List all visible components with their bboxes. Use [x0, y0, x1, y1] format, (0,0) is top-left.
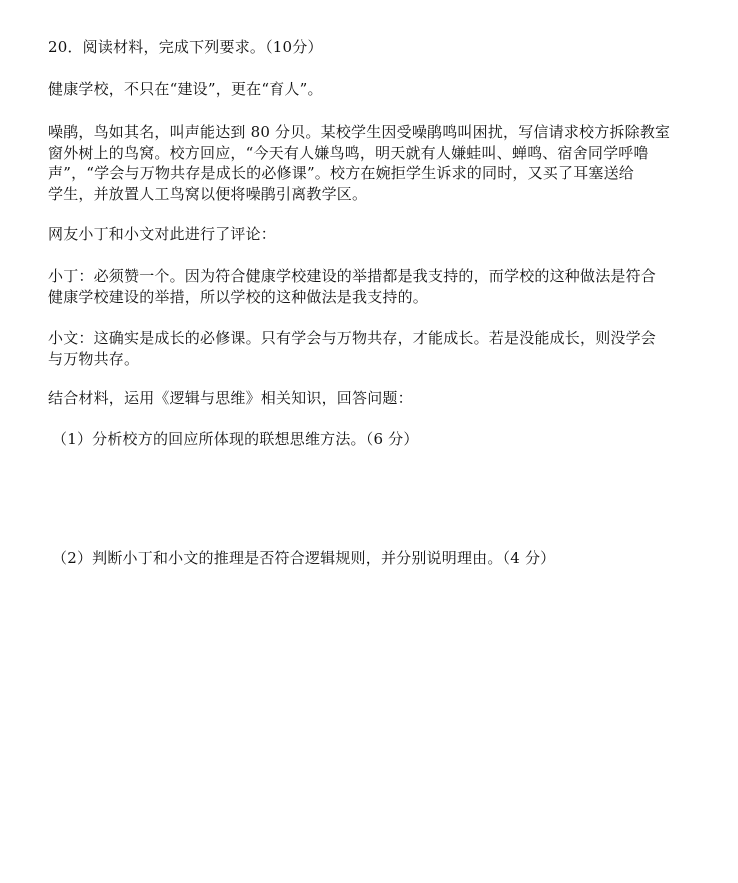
material-line-3: 声”，“学会与万物共存是成长的必修课”。校方在婉拒学生诉求的同时，又买了耳塞送给: [48, 164, 635, 182]
material-line-2: 窗外树上的鸟窝。校方回应，“今天有人嫌鸟鸣，明天就有人嫌蛙叫、蝉鸣、宿舍同学呼噜: [48, 144, 649, 162]
instruction-line: 结合材料，运用《逻辑与思维》相关知识，回答问题：: [48, 389, 413, 407]
sub-question-1: （1）分析校方的回应所体现的联想思维方法。（6 分）: [52, 430, 419, 448]
comment-intro: 网友小丁和小文对此进行了评论：: [48, 225, 277, 243]
material-line-4: 学生，并放置人工鸟窝以便将噪鹃引离教学区。: [48, 185, 368, 203]
material-line-1: 噪鹃，鸟如其名，叫声能达到 80 分贝。某校学生因受噪鹃鸣叫困扰，写信请求校方拆除教室: [48, 123, 671, 141]
intro-line: 健康学校，不只在“建设”，更在“育人”。: [48, 80, 323, 98]
xiaoding-line-1: 小丁：必须赞一个。因为符合健康学校建设的举措都是我支持的，而学校的这种做法是符合: [48, 267, 657, 285]
answer-space-2: [48, 575, 688, 855]
answer-space-1: [48, 455, 688, 540]
xiaoding-line-2: 健康学校建设的举措，所以学校的这种做法是我支持的。: [48, 288, 429, 306]
question-header: 20．阅读材料，完成下列要求。（10分）: [48, 38, 323, 56]
xiaowen-line-1: 小文：这确实是成长的必修课。只有学会与万物共存，才能成长。若是没能成长，则没学会: [48, 329, 657, 347]
xiaowen-line-2: 与万物共存。: [48, 350, 140, 368]
sub-question-2: （2）判断小丁和小文的推理是否符合逻辑规则，并分别说明理由。（4 分）: [52, 549, 556, 567]
